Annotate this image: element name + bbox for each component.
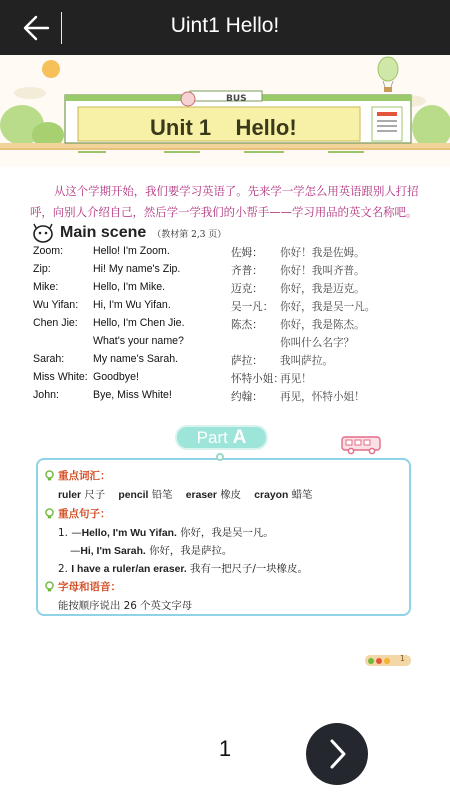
chinese-line: 你好，我是陈杰。	[280, 319, 365, 331]
page-number: 1	[218, 736, 232, 761]
english-line: What's your name?	[93, 335, 184, 347]
dialog-row	[33, 389, 433, 407]
speaker: Wu Yifan:	[33, 299, 79, 311]
speaker: Zoom:	[33, 245, 64, 257]
speaker-cn: 陈杰：	[231, 319, 263, 331]
dialog-list	[33, 245, 433, 407]
dialog-row	[33, 281, 433, 299]
sentences-heading: 重点句子：	[44, 506, 111, 521]
speaker-cn: 吴一凡：	[231, 301, 274, 313]
main-scene-title: Main scene	[60, 224, 147, 241]
chinese-line: 你好，我是吴一凡。	[280, 301, 376, 313]
speaker-cn: 齐普：	[231, 265, 263, 277]
english-line: Hi, I'm Wu Yifan.	[93, 299, 171, 311]
next-page-button[interactable]	[306, 723, 368, 785]
dialog-row	[33, 299, 433, 317]
english-line: Hello, I'm Mike.	[93, 281, 166, 293]
unit-banner	[0, 55, 450, 167]
main-scene-heading	[32, 223, 226, 243]
dialog-row	[33, 263, 433, 281]
dialog-row	[33, 245, 433, 263]
english-line: Hello, I'm Chen Jie.	[93, 317, 185, 329]
sentence-1: 1. —Hello, I'm Wu Yifan. 你好，我是吴一凡。	[58, 527, 274, 539]
phonics-heading: 字母和语音：	[44, 579, 121, 594]
chinese-line: 你好！我是佐姆。	[280, 247, 365, 259]
speaker-cn: 佐姆：	[231, 247, 263, 259]
chinese-line: 你叫什么名字？	[280, 337, 355, 349]
page-title: Uint1 Hello!	[170, 14, 280, 37]
speaker-cn: 迈克：	[231, 283, 263, 295]
vocab-line: ruler 尺子 pencil 铅笔 eraser 橡皮 crayon 蜡笔	[58, 489, 313, 501]
english-line: Goodbye!	[93, 371, 139, 383]
phonics-text: 能按顺序说出 26 个英文字母	[58, 600, 193, 612]
english-line: Hello! I'm Zoom.	[93, 245, 170, 257]
part-a-tab	[177, 427, 266, 448]
chevron-right-icon	[306, 723, 368, 785]
chinese-line: 再见！	[280, 373, 312, 385]
speaker: Zip:	[33, 263, 51, 275]
english-line: My name's Sarah.	[93, 353, 179, 365]
dialog-row	[33, 371, 433, 389]
sentence-2: 2. I have a ruler/an eraser. 我有一把尺子/一块橡皮。	[58, 563, 308, 575]
speaker: John:	[33, 389, 59, 401]
lightbulb-icon	[44, 470, 55, 481]
part-a-label: Part A	[196, 427, 247, 448]
lightbulb-icon	[44, 581, 55, 592]
dialog-row	[33, 317, 433, 335]
chinese-line: 你好！我叫齐普。	[280, 265, 365, 277]
chinese-line: 再见，怀特小姐！	[280, 391, 365, 403]
speaker-cn: 萨拉：	[231, 355, 263, 367]
speaker: Sarah:	[33, 353, 65, 365]
book-page-number: 1	[399, 654, 405, 663]
speaker: Mike:	[33, 281, 59, 293]
bus-icon	[341, 435, 383, 455]
lightbulb-icon	[44, 508, 55, 519]
app-header	[0, 0, 450, 55]
part-a-connector	[216, 453, 224, 461]
dialog-row	[33, 353, 433, 371]
chinese-line: 你好，我是迈克。	[280, 283, 365, 295]
english-line: Hi! My name's Zip.	[93, 263, 181, 275]
chinese-line: 我叫萨拉。	[280, 355, 333, 367]
main-scene-ref: （教材第 2,3 页）	[152, 229, 227, 240]
bottom-nav	[0, 680, 450, 800]
english-line: Bye, Miss White!	[93, 389, 172, 401]
unit-title: Unit 1 Hello!	[150, 115, 297, 140]
intro-paragraph: 从这个学期开始，我们要学习英语了。先来学一学怎么用英语跟别人打招呼，向别人介绍自己，然后学一学我们的小帮手——学习用品的英文名称吧。	[30, 184, 419, 219]
speaker-cn: 约翰：	[231, 391, 263, 403]
dialog-row	[33, 335, 433, 353]
sentence-1b: —Hi, I'm Sarah. 你好，我是萨拉。	[70, 545, 233, 557]
speaker-cn: 怀特小姐：	[231, 373, 284, 385]
zoom-head-icon	[32, 223, 54, 243]
bus-label: BUS	[226, 94, 247, 104]
vocab-heading: 重点词汇：	[44, 468, 111, 483]
speaker: Chen Jie:	[33, 317, 78, 329]
book-page-tag	[365, 655, 411, 666]
speaker: Miss White:	[33, 371, 88, 383]
book-page	[0, 55, 450, 680]
